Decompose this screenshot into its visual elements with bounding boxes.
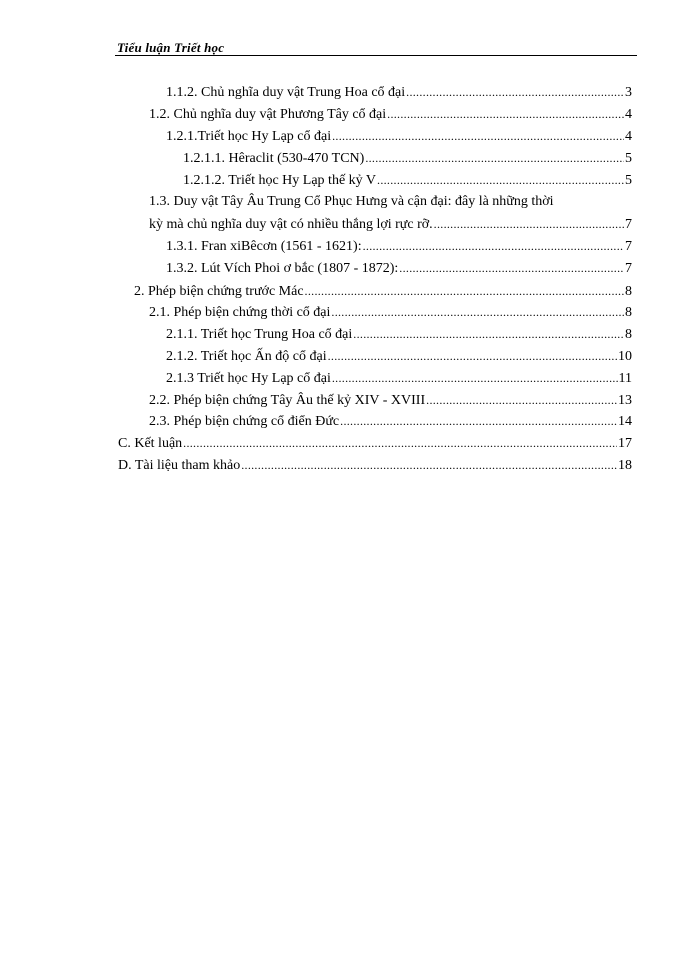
toc-entry-title: 1.3.2. Lút Vích Phoi ơ bắc (1807 - 1872): (166, 261, 399, 276)
toc-leader-dots (363, 238, 624, 254)
toc-leader-dots (406, 84, 624, 100)
toc-entry-page: 5 (625, 151, 632, 166)
toc-leader-dots (241, 457, 617, 473)
toc-entry-page: 8 (625, 305, 632, 320)
toc-entry-title: D. Tài liệu tham khảo (118, 458, 241, 473)
toc-entry[interactable] (183, 150, 632, 167)
toc-entry[interactable] (166, 128, 632, 145)
toc-entry-title: 1.2.1.2. Triết học Hy Lạp thế kỷ V (183, 173, 377, 188)
toc-entry-title: 1.2.1.1. Hêraclit (530-470 TCN) (183, 151, 365, 166)
toc-entry-title: 1.3.1. Fran xiBêcơn (1561 - 1621): (166, 239, 362, 254)
running-header: Tiểu luận Triết học (117, 40, 225, 55)
toc-entry-page: 14 (618, 414, 632, 429)
toc-entry[interactable] (183, 172, 632, 189)
toc-entry[interactable] (149, 392, 632, 409)
toc-leader-dots (332, 128, 624, 144)
toc-entry-title: 1.1.2. Chủ nghĩa duy vật Trung Hoa cổ đại (166, 85, 406, 100)
toc-leader-dots (377, 172, 624, 188)
toc-entry[interactable] (149, 216, 632, 233)
toc-leader-dots (426, 392, 617, 408)
toc-entry-title: 2.2. Phép biện chứng Tây Âu thế kỷ XIV - XVIII (149, 393, 426, 408)
toc-entry-wrapped-line[interactable]: 1.3. Duy vật Tây Âu Trung Cổ Phục Hưng và cận đại: đây là những thời (149, 194, 554, 209)
toc-entry-page: 13 (618, 393, 632, 408)
toc-entry-page: 17 (618, 436, 632, 451)
toc-entry-title: 1.2.1.Triết học Hy Lạp cổ đại (166, 129, 332, 144)
toc-leader-dots (340, 413, 617, 429)
toc-entry[interactable] (118, 435, 632, 452)
toc-entry-page: 8 (625, 327, 632, 342)
toc-leader-dots (183, 435, 617, 451)
toc-leader-dots (387, 106, 624, 122)
toc-entry-page: 10 (618, 349, 632, 364)
toc-entry-title: 2. Phép biện chứng trước Mác (134, 284, 304, 299)
toc-entry-title: C. Kết luận (118, 436, 183, 451)
toc-entry-page: 4 (625, 129, 632, 144)
toc-entry-page: 4 (625, 107, 632, 122)
toc-leader-dots (305, 283, 624, 299)
toc-entry[interactable] (149, 304, 632, 321)
toc-leader-dots (353, 326, 624, 342)
toc-leader-dots (328, 348, 617, 364)
toc-entry-page: 7 (625, 217, 632, 232)
toc-entry-page: 18 (618, 458, 632, 473)
toc-entry-title: 2.1.3 Triết học Hy Lạp cổ đại (166, 371, 331, 386)
toc-entry[interactable] (134, 283, 632, 300)
toc-entry[interactable] (166, 348, 632, 365)
toc-entry[interactable] (149, 106, 632, 123)
toc-entry[interactable] (118, 457, 632, 474)
toc-entry[interactable] (166, 260, 632, 277)
toc-entry[interactable] (166, 238, 632, 255)
toc-leader-dots (332, 370, 618, 386)
toc-entry[interactable] (166, 370, 632, 387)
toc-entry-title: 2.1.2. Triết học Ấn độ cổ đại (166, 349, 327, 364)
toc-entry-page: 5 (625, 173, 632, 188)
toc-entry-title: kỳ mà chủ nghĩa duy vật có nhiều thắng lợi rực rỡ. (149, 217, 433, 232)
toc-entry-title: 2.3. Phép biện chứng cổ điển Đức (149, 414, 340, 429)
toc-leader-dots (434, 216, 624, 232)
toc-entry[interactable] (166, 326, 632, 343)
toc-entry-page: 7 (625, 239, 632, 254)
toc-entry-title: 1.2. Chủ nghĩa duy vật Phương Tây cổ đại (149, 107, 387, 122)
toc-leader-dots (365, 150, 624, 166)
toc-leader-dots (399, 260, 624, 276)
toc-entry-page: 8 (625, 284, 632, 299)
toc-leader-dots (331, 304, 624, 320)
toc-entry[interactable] (149, 413, 632, 430)
toc-entry-title: 2.1.1. Triết học Trung Hoa cổ đại (166, 327, 353, 342)
toc-entry-title: 2.1. Phép biện chứng thời cổ đại (149, 305, 331, 320)
toc-entry-page: 3 (625, 85, 632, 100)
toc-entry-page: 11 (618, 371, 632, 386)
toc-entry[interactable] (166, 84, 632, 101)
toc-entry-page: 7 (625, 261, 632, 276)
header-rule (115, 55, 637, 56)
